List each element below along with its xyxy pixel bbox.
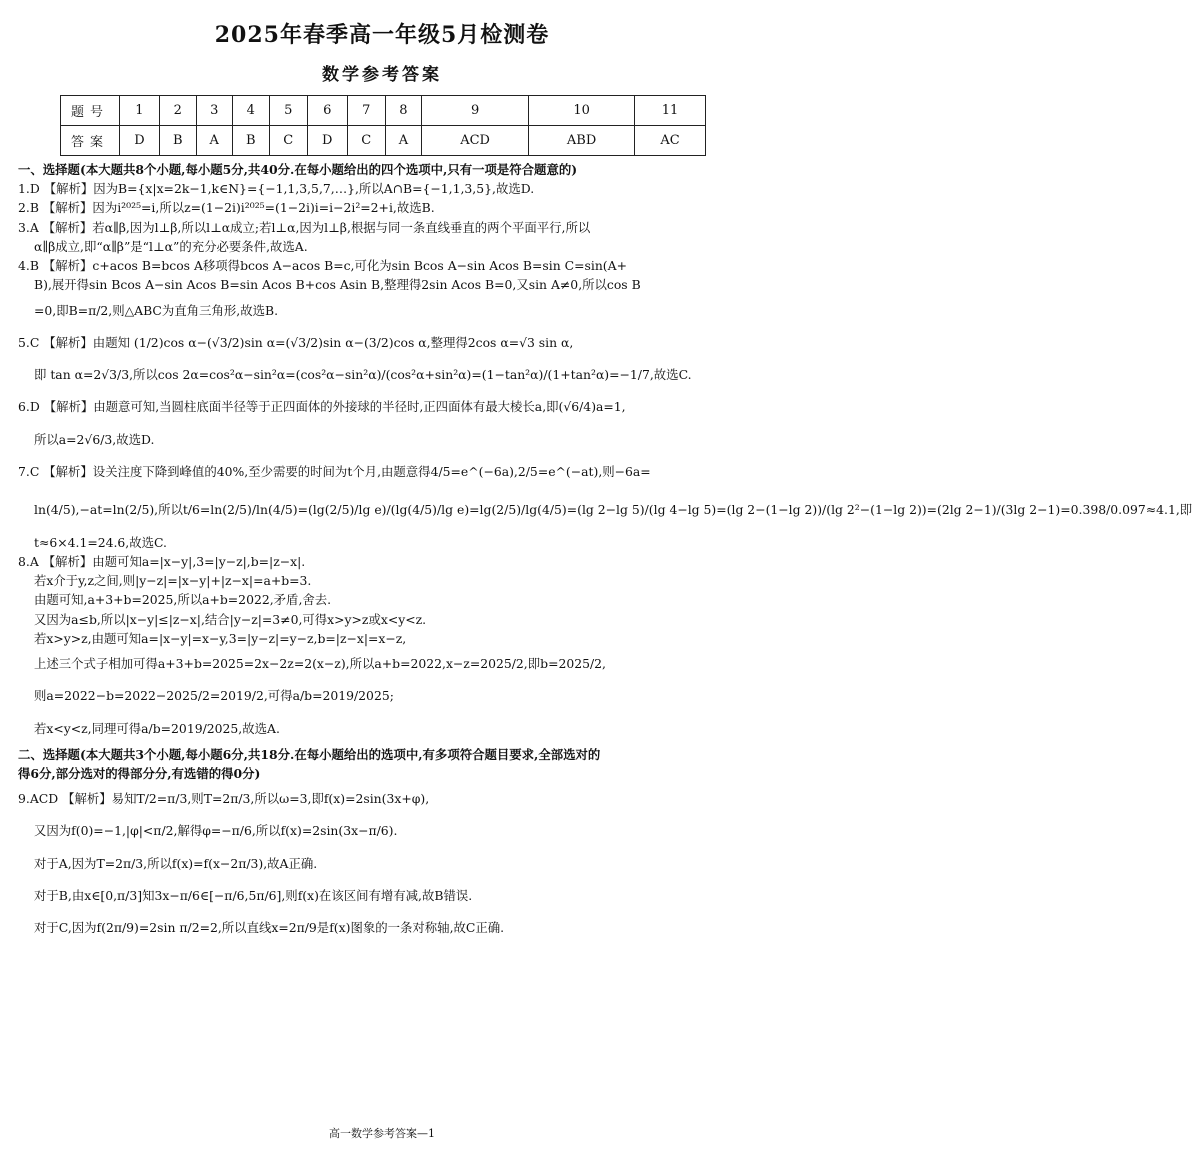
section-heading-multi-choice-cont: 得6分,部分选对的得部分分,有选错的得0分) <box>18 765 261 781</box>
table-cell: A <box>385 126 421 156</box>
table-cell: 1 <box>120 96 160 126</box>
solution-q8-line: 由题可知,a+3+b=2025,所以a+b=2022,矛盾,舍去. <box>34 592 332 608</box>
solution-q8-line: 上述三个式子相加可得a+3+b=2025=2x−2z=2(x−z),所以a+b=2022,x−z=2025/2,即b=2025/2, <box>34 656 606 671</box>
table-cell: A <box>196 126 232 156</box>
solution-q8-line: 若x<y<z,同理可得a/b=2019/2025,故选A. <box>34 720 280 736</box>
table-cell: 2 <box>159 96 196 126</box>
solution-q7-line2: ln(4/5),−at=ln(2/5),所以t/6=ln(2/5)/ln(4/5)=(lg(2/5)/lg e)/(lg(4/5)/lg e)=lg(2/5)/lg(4/5)=(lg 2−lg 5)/(lg 4−lg 5)=(lg 2−(1−lg 2))/(lg 2²−(1−lg 2))=(2lg 2−1)/(3lg 2−1)=0.398/0.097≈4.1,即 <box>34 502 1192 518</box>
table-cell: D <box>120 126 160 156</box>
answer-table-row-numbers <box>61 96 706 126</box>
solution-q1: 1.D 【解析】因为B={x|x=2k−1,k∈N}={−1,1,3,5,7,…},所以A∩B={−1,1,3,5},故选D. <box>18 181 535 197</box>
table-cell: 9 <box>422 96 529 126</box>
solution-q3-line1: 3.A 【解析】若α∥β,因为l⊥β,所以l⊥α成立;若l⊥α,因为l⊥β,根据与同一条直线垂直的两个平面平行,所以 <box>18 219 591 235</box>
solution-q8-line: 若x>y>z,由题可知a=|x−y|=x−y,3=|y−z|=y−z,b=|z−x|=x−z, <box>34 630 407 646</box>
table-cell: 6 <box>307 96 347 126</box>
solution-q4-line2: B),展开得sin Bcos A−sin Acos B=sin Acos B+cos Asin B,整理得2sin Acos B=0,又sin A≠0,所以cos B <box>34 277 641 293</box>
solution-q8-line: 则a=2022−b=2022−2025/2=2019/2,可得a/b=2019/2025; <box>34 688 394 704</box>
table-cell: 11 <box>635 96 706 126</box>
table-cell: B <box>232 126 269 156</box>
table-cell: 8 <box>385 96 421 126</box>
table-cell: 4 <box>232 96 269 126</box>
answer-table <box>60 95 706 156</box>
solutions-body <box>18 160 1192 944</box>
solution-q9-line: 对于B,由x∈[0,π/3]知3x−π/6∈[−π/6,5π/6],则f(x)在该区间有增有减,故B错误. <box>34 887 473 903</box>
solution-q6-line1: 6.D 【解析】由题意可知,当圆柱底面半径等于正四面体的外接球的半径时,正四面体有最大棱长a,即(√6/4)a=1, <box>18 399 626 415</box>
table-cell: 5 <box>269 96 307 126</box>
section-heading-multi-choice: 二、选择题(本大题共3个小题,每小题6分,共18分.在每小题给出的选项中,有多项符合题目要求,全部选对的 <box>18 746 601 762</box>
page-subtitle: 数学参考答案 <box>322 65 442 85</box>
solution-q9-line: 9.ACD 【解析】易知T/2=π/3,则T=2π/3,所以ω=3,即f(x)=2sin(3x+φ), <box>18 791 430 807</box>
solution-q5-line1: 5.C 【解析】由题知 (1/2)cos α−(√3/2)sin α=(√3/2)sin α−(3/2)cos α,整理得2cos α=√3 sin α, <box>18 334 574 350</box>
table-cell: ABD <box>529 126 635 156</box>
solution-q7-line3: t≈6×4.1=24.6,故选C. <box>34 534 167 550</box>
solution-q9-line: 又因为f(0)=−1,|φ|<π/2,解得φ=−π/6,所以f(x)=2sin(3x−π/6). <box>34 823 398 839</box>
table-cell: C <box>347 126 385 156</box>
solution-q8-line: 若x介于y,z之间,则|y−z|=|x−y|+|z−x|=a+b=3. <box>34 573 312 589</box>
solution-q4-line1: 4.B 【解析】c+acos B=bcos A移项得bcos A−acos B=c,可化为sin Bcos A−sin Acos B=sin C=sin(A+ <box>18 258 627 274</box>
solution-q3-line2: α∥β成立,即“α∥β”是“l⊥α”的充分必要条件,故选A. <box>34 238 308 254</box>
solution-q8-line: 8.A 【解析】由题可知a=|x−y|,3=|y−z|,b=|z−x|. <box>18 553 306 569</box>
table-cell: AC <box>635 126 706 156</box>
table-cell: 7 <box>347 96 385 126</box>
solution-q2: 2.B 【解析】因为i²⁰²⁵=i,所以z=(1−2i)i²⁰²⁵=(1−2i)i=i−2i²=2+i,故选B. <box>18 200 435 216</box>
solution-q7-line1: 7.C 【解析】设关注度下降到峰值的40%,至少需要的时间为t个月,由题意得4/5=e^(−6a),2/5=e^(−at),则−6a= <box>18 463 651 479</box>
solution-q9-line: 对于C,因为f(2π/9)=2sin π/2=2,所以直线x=2π/9是f(x)图象的一条对称轴,故C正确. <box>34 920 505 936</box>
table-cell: B <box>159 126 196 156</box>
table-cell: 10 <box>529 96 635 126</box>
solution-q8-line: 又因为a≤b,所以|x−y|≤|z−x|,结合|y−z|=3≠0,可得x>y>z或x<y<z. <box>34 611 427 627</box>
solution-q6-line2: 所以a=2√6/3,故选D. <box>34 431 155 447</box>
table-cell: ACD <box>422 126 529 156</box>
solution-q4-line3: =0,即B=π/2,则△ABC为直角三角形,故选B. <box>34 302 279 318</box>
solution-q9-line: 对于A,因为T=2π/3,所以f(x)=f(x−2π/3),故A正确. <box>34 855 318 871</box>
table-cell: 3 <box>196 96 232 126</box>
table-cell: C <box>269 126 307 156</box>
table-cell: D <box>307 126 347 156</box>
section-heading-choice: 一、选择题(本大题共8个小题,每小题5分,共40分.在每小题给出的四个选项中,只有一项是符合题意的) <box>18 162 578 177</box>
page-title: 2025年春季高一年级5月检测卷 <box>214 22 550 48</box>
row-label-answers: 答案 <box>61 126 120 156</box>
solution-q5-line2: 即 tan α=2√3/3,所以cos 2α=cos²α−sin²α=(cos²α−sin²α)/(cos²α+sin²α)=(1−tan²α)/(1+tan²α)=−1/7,故选C. <box>34 367 692 383</box>
row-label-numbers: 题号 <box>61 96 120 126</box>
page-footer: 高一数学参考答案—1 <box>329 1127 435 1140</box>
answer-table-row-answers <box>61 126 706 156</box>
